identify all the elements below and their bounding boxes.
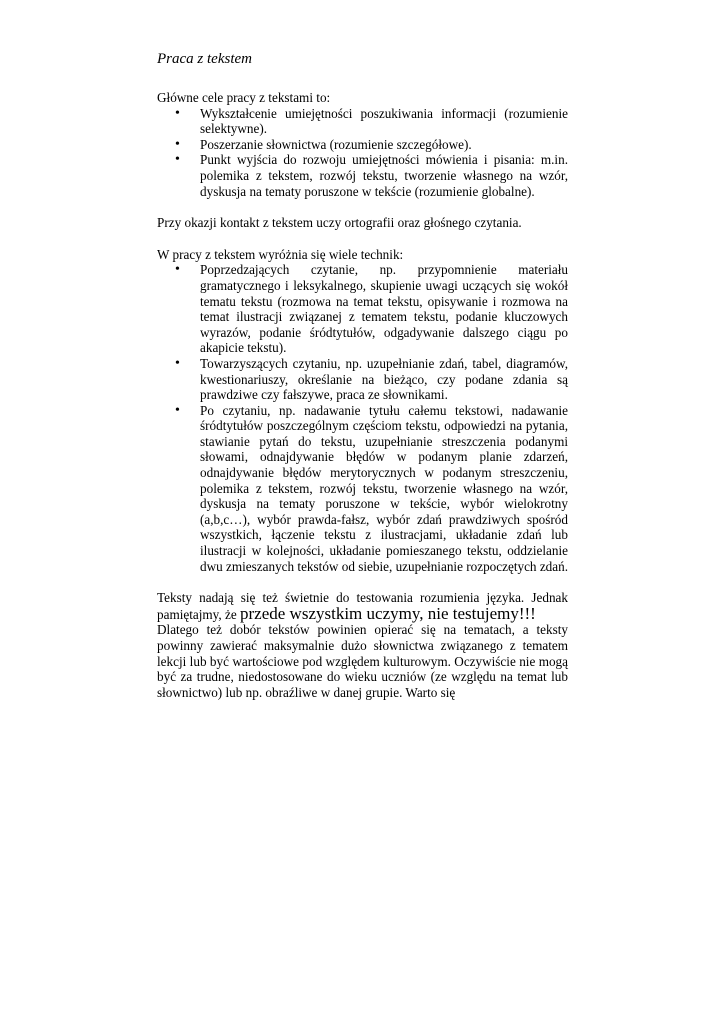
list-item: • Towarzyszących czytaniu, np. uzupełnianie zdań, tabel, diagramów, kwestionariuszy, określanie na bieżąco, czy podane zdania są prawdziwe czy fałszywe, praca ze słownikami. (157, 356, 568, 403)
closing-paragraph (157, 590, 568, 622)
closing-text-part1: Teksty nadają się też świetnie do testowania rozumienia języka. Jednak pamiętajmy, że (157, 590, 568, 622)
paragraph-spelling: Przy okazji kontakt z tekstem uczy ortografii oraz głośnego czytania. (157, 215, 522, 231)
techniques-intro: W pracy z tekstem wyróżnia się wiele technik: (157, 246, 404, 262)
goals-list (157, 106, 568, 200)
closing-emphasis: przede wszystkim uczymy, nie testujemy!!! (240, 603, 536, 623)
techniques-list (157, 262, 568, 574)
page-title: Praca z tekstem (157, 51, 252, 67)
list-item: • Poprzedzających czytanie, np. przypomnienie materiału gramatycznego i leksykalnego, skupienie uwagi uczących się wokół tematu tekstu (rozmowa na temat tekstu, opisywanie i rozmowa na temat ilustracji związanej z tematem tekstu, podanie kluczowych wyrazów, podanie śródtytułów, odgadywanie dalszego ciągu po akapicie tekstu). (157, 262, 568, 356)
document-body (157, 50, 568, 700)
goals-intro: Główne cele pracy z tekstami to: (157, 90, 331, 105)
closing-paragraph-continued: Dlatego też dobór tekstów powinien opierać się na tematach, a teksty powinny zawierać maksymalnie dużo słownictwa związanego z tematem lekcji lub być wartościowe pod względem kulturowym. Oczywiście nie mogą być za trudne, niedostosowane do wieku uczniów (ze względu na temat lub słownictwo) lub np. obraźliwe w danej grupie. Warto się (157, 622, 568, 700)
list-item: • Poszerzanie słownictwa (rozumienie szczegółowe). (157, 137, 568, 153)
list-item: • Wykształcenie umiejętności poszukiwania informacji (rozumienie selektywne). (157, 106, 568, 137)
list-item: • Po czytaniu, np. nadawanie tytułu całemu tekstowi, nadawanie śródtytułów poszczególnym częściom tekstu, odpowiedzi na pytania, stawianie pytań do tekstu, uzupełnianie streszczenia podanymi słowami, odnajdywanie błędów w podanym planie zdarzeń, odnajdywanie błędów merytorycznych w podanym streszczeniu, polemika z tekstem, rozwój tekstu, tworzenie własnego na wzór, dyskusja na tematy poruszone w tekście, wybór wielokrotny (a,b,c…), wybór prawda-fałsz, wybór zdań prawdziwych spośród wszystkich, łączenie tekstu z ilustracjami, układanie zdań lub ilustracji w kolejności, układanie pomieszanego tekstu, oddzielanie dwu zmieszanych tekstów od siebie, uzupełnianie rozpoczętych zdań. (157, 403, 568, 575)
list-item: • Punkt wyjścia do rozwoju umiejętności mówienia i pisania: m.in. polemika z tekstem, rozwój tekstu, tworzenie własnego na wzór, dyskusja na tematy poruszone w tekście (rozumienie globalne). (157, 152, 568, 199)
